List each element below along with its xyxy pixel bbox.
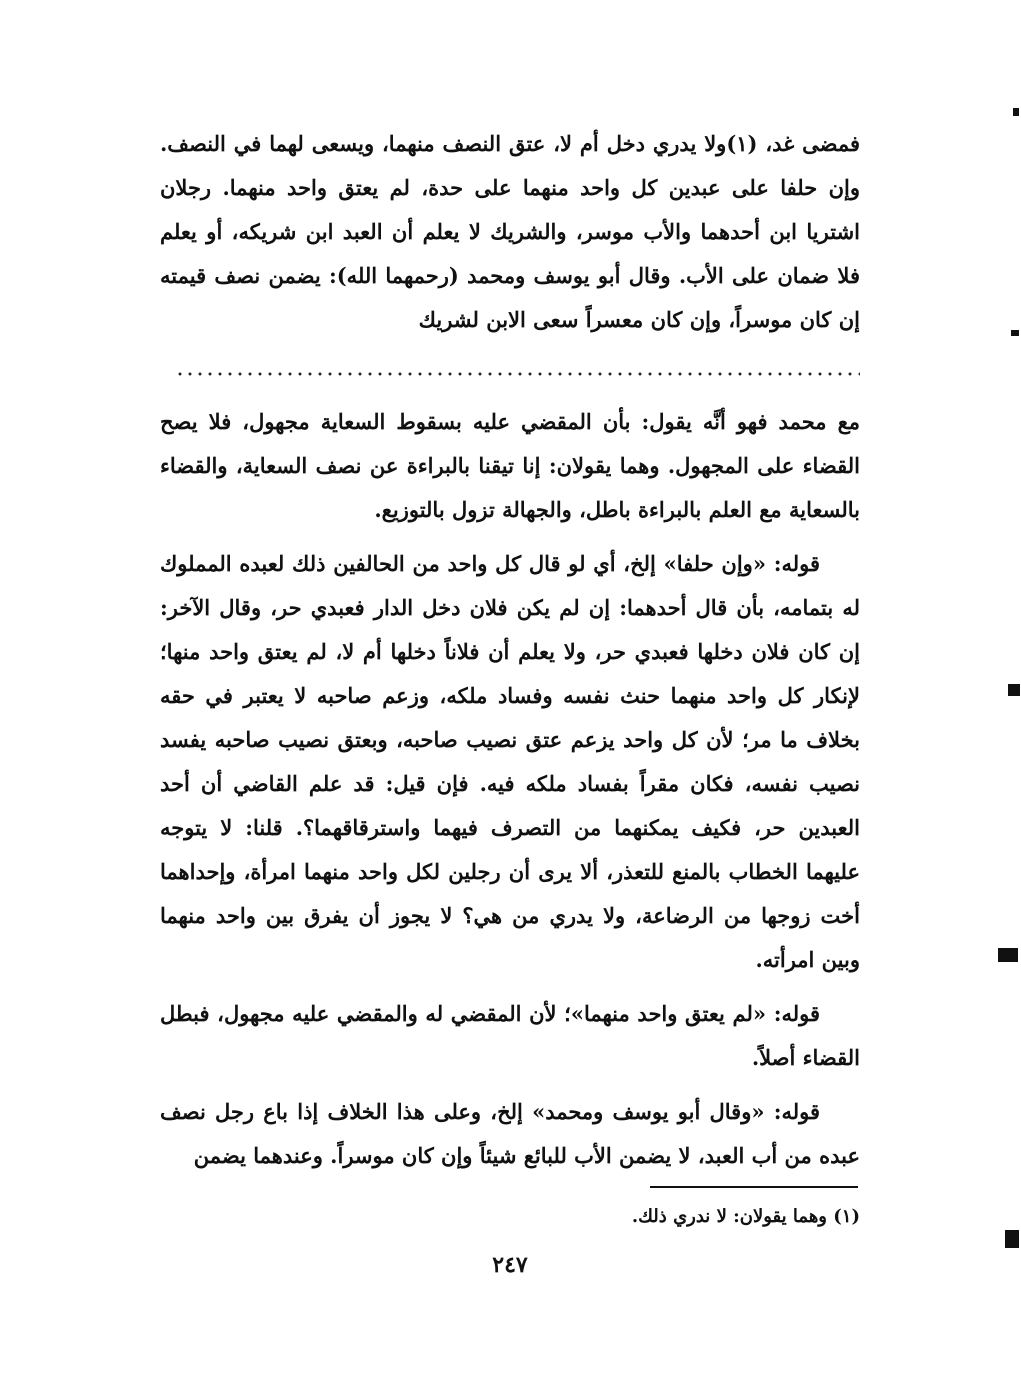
scan-edge-mark bbox=[998, 948, 1018, 962]
section-divider bbox=[175, 372, 860, 376]
commentary-paragraph bbox=[160, 992, 860, 1080]
commentary-paragraph bbox=[160, 542, 860, 982]
scan-edge-mark bbox=[1011, 330, 1019, 336]
commentary-text: مع محمد فهو أنَّه يقول: بأن المقضي عليه بسقوط السعاية مجهول، فلا يصح القضاء على المجهول. وهما يقولان: إنا تيقنا بالبراءة عن نصف السعاية، والقضاء بالسعاية مع العلم بالبراءة باطل، والجهالة تزول بالتوزيع. bbox=[160, 409, 860, 522]
commentary-text: «وإن حلفا» إلخ، أي لو قال كل واحد من الحالفين ذلك لعبده المملوك له بتمامه، بأن قال أحدهما: إن لم يكن فلان دخل الدار فعبدي حر، وقال الآخر: إن كان فلان دخلها فعبدي حر، ولا يعلم أن فلاناً دخلها أم لا، لم يعتق واحد منها؛ لإنكار كل واحد منهما حنث نفسه وفساد ملكه، وزعم صاحبه لا يعتبر في حقه بخلاف ما مر؛ لأن كل واحد يزعم عتق نصيب صاحبه، وبعتق نصيب صاحبه يفسد نصيب نفسه، فكان مقراً بفساد ملكه فيه. فإن قيل: قد علم القاضي أن أحد العبدين حر، فكيف يمكنهما من التصرف فيهما واسترقاقهما؟. قلنا: لا يتوجه عليهما الخطاب بالمنع للتعذر، ألا يرى أن رجلين لكل واحد منهما امرأة، وإحداهما أخت زوجها من الرضاعة، ولا يدري من هي؟ لا يجوز أن يفرق بين واحد منهما وبين امرأته. bbox=[160, 551, 860, 972]
commentary-keyword: قوله: bbox=[773, 1001, 820, 1026]
scan-edge-mark bbox=[1005, 1230, 1019, 1248]
scan-edge-mark bbox=[1013, 108, 1019, 116]
commentary bbox=[160, 400, 860, 1188]
page-number: ٢٤٧ bbox=[492, 1252, 528, 1278]
footnote-rule bbox=[650, 1186, 858, 1188]
commentary-paragraph bbox=[160, 1090, 860, 1178]
commentary-text: «لم يعتق واحد منهما»؛ لأن المقضي له والمقضي عليه مجهول، فبطل القضاء أصلاً. bbox=[160, 1001, 860, 1070]
scan-edge-mark bbox=[1008, 684, 1020, 696]
main-text: فمضى غد، (١)ولا يدري دخل أم لا، عتق النصف منهما، ويسعى لهما في النصف. وإن حلفا على عبدين كل واحد منهما على حدة، لم يعتق واحد منهما. رجلان اشتريا ابن أحدهما والأب موسر، والشريك لا يعلم أن العبد ابن شريكه، أو يعلم فلا ضمان على الأب. وقال أبو يوسف ومحمد (رحمهما الله): يضمن نصف قيمته إن كان موسراً، وإن كان معسراً سعى الابن لشريك bbox=[160, 131, 860, 332]
footnote: (١) وهما يقولان: لا ندري ذلك. bbox=[631, 1206, 860, 1227]
commentary-text: «وقال أبو يوسف ومحمد» إلخ، وعلى هذا الخلاف إذا باع رجل نصف عبده من أب العبد، لا يضمن الأب للبائع شيئاً وإن كان موسراً. وعندهما يضمن bbox=[160, 1099, 860, 1168]
commentary-keyword: قوله: bbox=[773, 1099, 820, 1124]
commentary-keyword: قوله: bbox=[773, 551, 820, 576]
commentary-paragraph bbox=[160, 400, 860, 532]
